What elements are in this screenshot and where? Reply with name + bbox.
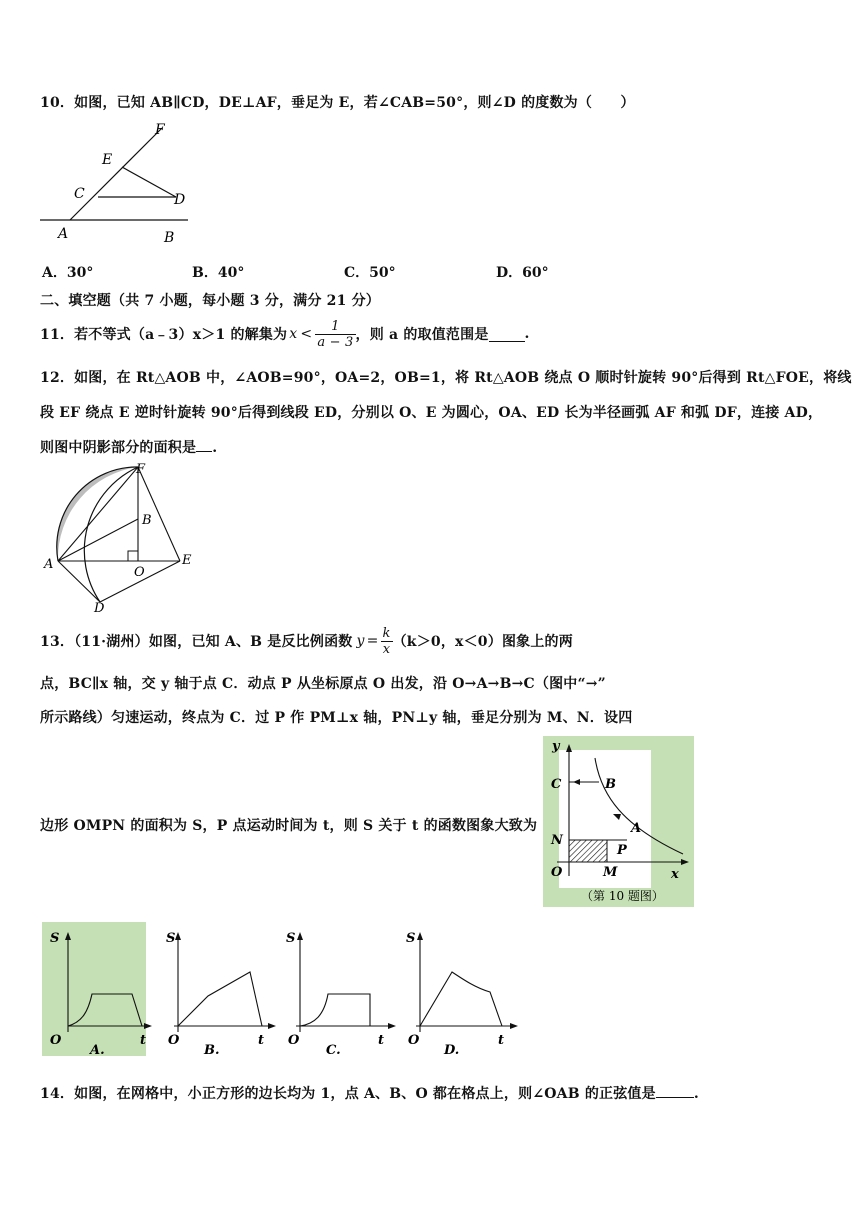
q10-figure (40, 122, 190, 247)
q11-lt: < (300, 326, 313, 342)
q10-label-F: F (155, 122, 165, 138)
q14-end: . (693, 1086, 699, 1102)
q10-label-D: D (174, 192, 186, 208)
q13-option-d-O: O (408, 1033, 420, 1048)
q13-option-b-O: O (168, 1033, 180, 1048)
q13-option-c-S: S (286, 931, 296, 946)
q12-line2: 段 EF 绕点 E 逆时针旋转 90°后得到线段 ED，分别以 O、E 为圆心，OA、ED 长为半径画弧 AF 和弧 DF，连接 AD， (40, 405, 823, 421)
q13-fig-label-C: C (551, 777, 562, 792)
section-heading: 二、填空题（共 7 小题，每小题 3 分，满分 21 分） (40, 293, 381, 309)
q11-prefix: 11．若不等式（a﹣3）x＞1 的解集为 (40, 327, 288, 343)
q13-option-d-t: t (498, 1033, 505, 1048)
q12-label-O: O (134, 565, 145, 580)
q10-option-b: B．40° (192, 265, 245, 281)
q13-option-d-S: S (406, 931, 416, 946)
q13-fig-label-M: M (603, 865, 618, 880)
q12-line3: 则图中阴影部分的面积是 (40, 440, 197, 456)
q12-label-A: A (44, 557, 54, 572)
q13-eq: = (366, 633, 379, 649)
q11-fraction (315, 319, 355, 350)
q13-fraction-num: k (382, 625, 391, 641)
q11-fraction-den: a − 3 (317, 334, 354, 350)
q13-option-d-label: D. (444, 1043, 460, 1058)
q13-option-b-label: B. (204, 1043, 220, 1058)
q12-label-D: D (94, 601, 105, 616)
q13-option-c-label: C. (326, 1043, 341, 1058)
q13-option-d-graph (404, 922, 520, 1057)
q13-option-b-graph (164, 922, 274, 1057)
q12-label-E: E (182, 553, 192, 568)
q10-label-A: A (58, 226, 69, 242)
q13-option-a-S: S (50, 931, 60, 946)
q14-answer-blank (656, 1084, 694, 1098)
q13-fraction (381, 626, 393, 657)
q12-figure (40, 462, 200, 616)
q12-label-F: F (136, 462, 146, 477)
q13-option-a-graph (42, 922, 152, 1057)
q12-answer-blank (196, 438, 212, 452)
q10-option-d: D．60° (496, 265, 549, 281)
q12-line1: 12．如图，在 Rt△AOB 中，∠AOB=90°，OA=2，OB=1，将 Rt△AOB 绕点 O 顺时针旋转 90°后得到 Rt△FOE，将线 (40, 370, 852, 386)
q13-fig-label-A: A (631, 821, 642, 836)
q13-fig-caption: （第 10 题图） (581, 889, 664, 903)
q10-label-B: B (164, 230, 175, 246)
q11-end: . (524, 326, 530, 342)
q10-label-E: E (102, 152, 113, 168)
q13-fig-label-y: y (552, 739, 560, 754)
q13-option-a-label: A. (90, 1043, 105, 1058)
q10-stem: 10．如图，已知 AB∥CD，DE⊥AF，垂足为 E，若∠CAB=50°，则∠D 的度数为（ ） (40, 95, 635, 111)
q13-fig-label-B: B (605, 777, 616, 792)
q13-figure (543, 736, 695, 908)
q13-option-a-t: t (140, 1033, 147, 1048)
q13-fig-label-N: N (551, 833, 563, 848)
q11-answer-blank (489, 327, 525, 342)
q13-line3: 所示路线）匀速运动，终点为 C．过 P 作 PM⊥x 轴，PN⊥y 轴，垂足分别为 M、N．设四 (40, 710, 633, 726)
q12-label-B: B (142, 513, 152, 528)
q13-line4: 边形 OMPN 的面积为 S，P 点运动时间为 t，则 S 关于 t 的函数图象大致为 (40, 818, 538, 834)
q11-suffix: ，则 a 的取值范围是 (355, 327, 489, 343)
q13-y: y (356, 633, 365, 649)
q13-line1-prefix: 13．（11·湖州）如图，已知 A、B 是反比例函数 (40, 634, 353, 650)
q13-fig-label-P: P (617, 843, 627, 858)
q13-option-b-t: t (258, 1033, 265, 1048)
q13-fig-label-O: O (551, 865, 563, 880)
q10-label-C: C (74, 186, 85, 202)
q12-line3-wrap (40, 437, 217, 457)
q13-option-b-S: S (166, 931, 176, 946)
q13-option-c-graph (284, 922, 394, 1057)
q13-line2: 点，BC∥x 轴，交 y 轴于点 C．动点 P 从坐标原点 O 出发，沿 O→A→B→C（图中“→” (40, 676, 606, 692)
q10-option-c: C．50° (344, 265, 396, 281)
q10-option-a: A．30° (42, 265, 94, 281)
q13-line1 (40, 622, 573, 660)
q11-fraction-num: 1 (315, 319, 355, 335)
q13-option-a-O: O (50, 1033, 62, 1048)
q13-line1-suffix: （k＞0，x＜0）图象上的两 (392, 634, 573, 650)
q13-option-c-t: t (378, 1033, 385, 1048)
q11-x: x (289, 326, 298, 342)
q14-stem: 14．如图，在网格中，小正方形的边长均为 1，点 A、B、O 都在格点上，则∠OAB 的正弦值是 (40, 1086, 656, 1102)
q12-line3-end: . (212, 440, 218, 456)
q14-stem-wrap (40, 1083, 699, 1103)
q13-fig-label-x: x (671, 867, 679, 882)
q13-fraction-den: x (382, 641, 391, 657)
q13-option-c-O: O (288, 1033, 300, 1048)
q11-stem (40, 316, 530, 352)
